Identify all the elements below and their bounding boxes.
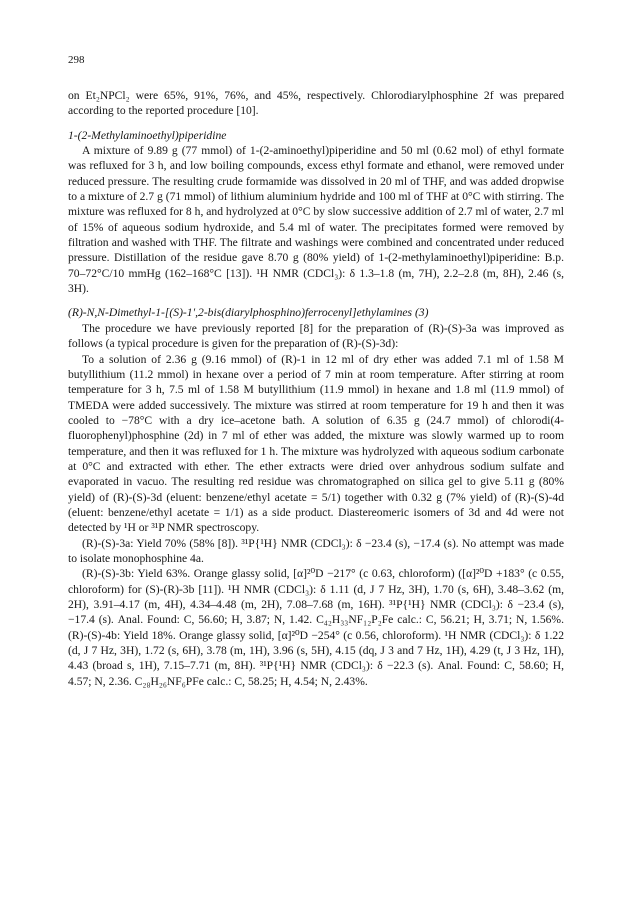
paragraph-procedure-3d: To a solution of 2.36 g (9.16 mmol) of (R)-1 in 12 ml of dry ether was added 7.1 ml of 1.58 M butyllithium (11.2 mmol) in hexane over a period of 7 min at room temperature. After stirring at room temperature for 3 h, 7.5 ml of 1.58 M butyllithium (11.9 mmol) in hexane and 1.8 ml (11.9 mmol) of TMEDA were added successively. The mixture was stirred at room temperature for 19 h and then it was cooled to −78°C with a dry ice–acetone bath. A solution of 6.35 g (24.7 mmol) of chlorodi(4-fluorophenyl)phosphine (2d) in 7 ml of ether was added, the mixture was slowly warmed up to room temperature, and then it was refluxed for 1 h. The mixture was hydrolyzed with aqueous sodium carbonate at 0°C and extracted with ether. The ether extracts were dried over anhydrous sodium sulfate and evaporated in vacuo. The resulting red residue was chromatographed on silica gel to give 5.11 g (80% yield) of (R)-(S)-3d (eluent: benzene/ethyl acetate = 5/1) together with 0.32 g (7% yield) of (R)-(S)-4d (eluent: benzene/ethyl acetate = 1/1) as a side product. Diastereomeric isomers of 3d and 4d were not detected by ¹H or ³¹P NMR spectroscopy. (68, 352, 564, 535)
paragraph-compound-3b-4b: (R)-(S)-3b: Yield 63%. Orange glassy solid, [α]²⁰D −217° (c 0.63, chloroform) ([α]²⁰D +183° (c 0.55, chloroform) for (S)-(R)-3b [11]). ¹H NMR (CDCl₃): δ 1.11 (d, J 7 Hz, 3H), 1.70 (s, 6H), 3.48–3.62 (m, 2H), 3.91–4.17 (m, 4H), 4.34–4.48 (m, 2H), 7.08–7.68 (m, 16H). ³¹P{¹H} NMR (CDCl₃): δ −23.4 (s), −17.4 (s). Anal. Found: C, 56.60; H, 3.87; N, 1.42. C₄₂H₃₃NF₁₂P₂Fe calc.: C, 56.21; H, 3.71; N, 1.56%. (R)-(S)-4b: Yield 18%. Orange glassy solid, [α]²⁰D −254° (c 0.56, chloroform). ¹H NMR (CDCl₃): δ 1.22 (d, J 7 Hz, 3H), 1.72 (s, 6H), 3.78 (m, 1H), 3.96 (s, 5H), 4.15 (dq, J 3 and 7 Hz, 1H), 4.29 (t, J 3 Hz, 1H), 4.43 (broad s, 1H), 7.15–7.71 (m, 8H). ³¹P{¹H} NMR (CDCl₃): δ −22.3 (s). Anal. Found: C, 58.60; H, 4.57; N, 2.36. C₂₈H₂₆NF₆PFe calc.: C, 58.25; H, 4.54; N, 2.43%. (68, 567, 564, 688)
paragraph-compound-3a: (R)-(S)-3a: Yield 70% (58% [8]). ³¹P{¹H} NMR (CDCl₃): δ −23.4 (s), −17.4 (s). No attempt was made to isolate monophosphine 4a. (68, 536, 564, 565)
paragraph-intro-continuation: on Et₂NPCl₂ were 65%, 91%, 76%, and 45%, respectively. Chlorodiarylphosphine 2f was prepared according to the reported procedure [10]. (68, 89, 564, 118)
section-heading-piperidine: 1-(2-Methylaminoethyl)piperidine (68, 128, 227, 142)
paragraph-piperidine-synthesis: A mixture of 9.89 g (77 mmol) of 1-(2-aminoethyl)piperidine and 50 ml (0.62 mol) of ethyl formate was refluxed for 3 h, and low boiling compounds, excess ethyl formate and ethanol, were removed under reduced pressure. The resulting crude formamide was dissolved in 20 ml of THF, and was added dropwise to a mixture of 2.7 g (71 mmol) of lithium aluminium hydride and 100 ml of THF at 0°C with stirring. The mixture was refluxed for 8 h, and hydrolyzed at 0°C by slow successive addition of 2.7 ml of water, 2.7 ml of 15% of aqueous sodium hydroxide, and 5.4 ml of water. The precipitates formed were removed by filtration and washed with THF. The filtrate and washings were combined and concentrated under reduced pressure. Distillation of the residue gave 8.70 g (80% yield) of 1-(2-methylaminoethyl)piperidine: B.p. 70–72°C/10 mmHg (162–168°C [13]). ¹H NMR (CDCl₃): δ 1.3–1.8 (m, 7H), 2.2–2.8 (m, 8H), 2.46 (s, 3H). (68, 144, 564, 296)
paragraph-procedure-intro: The procedure we have previously reported [8] for the preparation of (R)-(S)-3a was improved as follows (a typical procedure is given for the preparation of (R)-(S)-3d): (68, 321, 564, 351)
page-number: 298 (68, 54, 85, 66)
section-heading-ferrocenyl-amines: (R)-N,N-Dimethyl-1-[(S)-1′,2-bis(diarylphosphino)ferrocenyl]ethylamines (3) (68, 306, 429, 320)
article-body (68, 88, 564, 689)
